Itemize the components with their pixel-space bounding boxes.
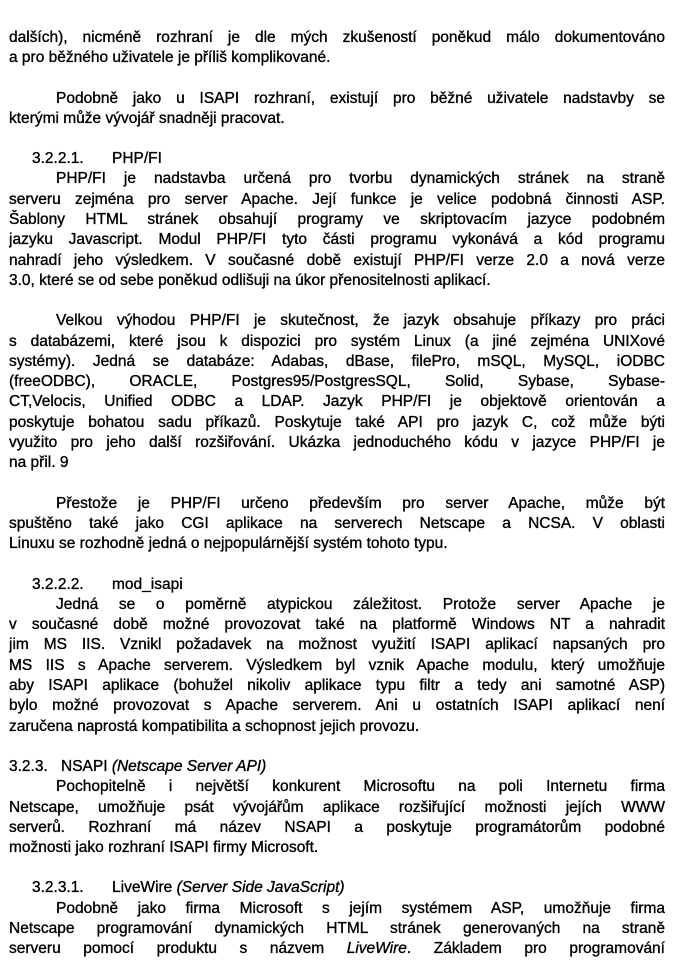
paragraph-line [9, 696, 665, 716]
text-run: Pochopitelně i největší konkurent Microsoftu na poli Internetu firma [56, 778, 665, 796]
text-run: nahradí jeho výsledkem. V současné době existují PHP/FI verze 2.0 a nová verze [9, 251, 665, 269]
paragraph-line [9, 372, 665, 392]
text-run: spuštěno také jako CGI aplikace na serverech Netscape a NCSA. V oblasti [9, 514, 665, 532]
paragraph [9, 28, 665, 69]
text-run: a pro běžného uživatele je příliš komplikované. [9, 49, 331, 67]
text-run: CT,Velocis, Unified ODBC a LDAP. Jazyk PHP/FI je objektově orientován a [9, 393, 665, 411]
text-run: PHP/FI [112, 150, 162, 168]
paragraph-line [9, 798, 665, 818]
text-run: Velkou výhodou PHP/FI je skutečnost, že jazyk obsahuje příkazy pro práci [56, 312, 665, 330]
paragraph [9, 899, 665, 960]
paragraph [9, 595, 665, 737]
paragraph [9, 777, 665, 858]
text-run: MS IIS s Apache serverem. Výsledkem byl vznik Apache modulu, který umožňuje [9, 656, 665, 674]
paragraph-line [9, 534, 665, 554]
paragraph-line [9, 48, 665, 68]
paragraph-line [9, 433, 665, 453]
text-run: poskytuje bohatou sadu příkazů. Poskytuje také API pro jazyk C, což může býti [9, 413, 665, 431]
paragraph-line [9, 818, 665, 838]
heading-number: 3.2.3. [9, 757, 48, 775]
text-run: Netscape programování dynamických HTML stránek generovaných na straně [9, 919, 665, 937]
paragraph-line [9, 89, 665, 109]
text-run: serveru zejména pro server Apache. Její funkce je velice podobná činnosti ASP. [9, 190, 665, 208]
text-run: serverů. Rozhraní má název NSAPI a poskytuje programátorům podobné [9, 818, 665, 836]
text-run: PHP/FI je nadstavba určená pro tvorbu dynamických stránek na straně [56, 170, 665, 188]
text-run: Jedná se o poměrně atypickou záležitost. Protože server Apache je [56, 595, 665, 613]
document-content [9, 28, 665, 977]
paragraph-line [9, 271, 665, 291]
paragraph-line [9, 230, 665, 250]
paragraph-line [9, 210, 665, 230]
paragraph-line [9, 453, 665, 473]
text-run: serveru pomocí produktu s názvem [9, 940, 347, 958]
text-run: Linuxu se rozhodně jedná o nejpopulárnější systém tohoto typu. [9, 535, 448, 553]
text-run: systémy). Jedná se databáze: Adabas, dBase, filePro, mSQL, MySQL, iODBC [9, 352, 665, 370]
paragraph-line [9, 413, 665, 433]
paragraph [9, 494, 665, 555]
text-run: v současné době možné provozovat také na platformě Windows NT a nahradit [9, 616, 665, 634]
text-run: 3.0, které se od sebe poněkud odlišuji na úkor přenositelnosti aplikací. [9, 271, 491, 289]
paragraph-line [9, 717, 665, 737]
paragraph-line [9, 919, 665, 939]
text-run: dalších), nicméně rozhraní je dle mých zkušeností poněkud málo dokumentováno [9, 29, 665, 46]
paragraph-line [9, 251, 665, 271]
text-run: Šablony HTML stránek obsahují programy ve skriptovacím jazyce podobném [9, 211, 665, 229]
section-heading [9, 149, 665, 169]
heading-title [61, 758, 266, 775]
text-run: na přil. 9 [9, 454, 69, 472]
paragraph-line [9, 190, 665, 210]
text-run: (freeODBC), ORACLE, Postgres95/PostgresSQL, Solid, Sybase, Sybase- [9, 373, 665, 391]
text-run: jim MS IIS. Vznikl požadavek na možnost využití ISAPI aplikací napsaných pro [9, 636, 665, 654]
paragraph-line [9, 28, 665, 48]
text-run: jazyku Javascript. Modul PHP/FI tyto části programu vykonává a kód programu [9, 231, 665, 249]
text-run: zaručena naprostá kompatibilita a schopnost jejich provozu. [9, 717, 420, 735]
section-heading [9, 757, 665, 777]
text-run: aby ISAPI aplikace (bohužel nikoliv aplikace typu filtr a tedy ani samotné ASP) [9, 677, 665, 695]
paragraph [9, 89, 665, 130]
heading-number: 3.2.3.1. [32, 879, 84, 897]
paragraph-line [9, 311, 665, 331]
paragraph-line [9, 939, 665, 959]
italic-text-run: LiveWire [346, 940, 407, 958]
paragraph-line [9, 676, 665, 696]
text-run: možnosti jako rozhraní ISAPI firmy Microsoft. [9, 839, 319, 857]
heading-number: 3.2.2.1. [32, 150, 84, 168]
paragraph [9, 311, 665, 473]
text-run: mod_isapi [112, 575, 183, 593]
text-run: NSAPI [61, 757, 112, 775]
paragraph-line [9, 838, 665, 858]
italic-text-run: (Server Side JavaScript) [176, 879, 345, 897]
paragraph-line [9, 514, 665, 534]
section-heading [9, 575, 665, 595]
text-run: s databázemi, které jsou k dispozici pro systém Linux (a jiné zejména UNIXové [9, 332, 665, 350]
heading-title [112, 150, 162, 167]
paragraph-line [9, 169, 665, 189]
paragraph-line [9, 595, 665, 615]
text-run: . Základem pro programování [406, 940, 665, 958]
heading-title [112, 576, 183, 593]
section-heading [9, 878, 665, 898]
text-run: Podobně jako firma Microsoft s jejím systémem ASP, umožňuje firma [56, 899, 665, 917]
text-run: využito pro jeho další rozšiřování. Ukázka jednoduchého kódu v jazyce PHP/FI je [9, 434, 665, 452]
paragraph [9, 169, 665, 291]
italic-text-run: (Netscape Server API) [111, 757, 267, 775]
paragraph-line [9, 899, 665, 919]
paragraph-line [9, 635, 665, 655]
paragraph-line [9, 494, 665, 514]
paragraph-line [9, 777, 665, 797]
text-run: bylo možné provozovat s Apache serverem. Ani u ostatních ISAPI aplikací není [9, 697, 665, 715]
heading-number: 3.2.2.2. [32, 575, 84, 593]
paragraph-line [9, 352, 665, 372]
heading-title [112, 879, 345, 896]
text-run: kterými může vývojář snadněji pracovat. [9, 109, 285, 127]
text-run: Podobně jako u ISAPI rozhraní, existují pro běžné uživatele nadstavby se [56, 89, 665, 107]
text-run: Přestože je PHP/FI určeno především pro server Apache, může být [56, 494, 665, 512]
paragraph-line [9, 109, 665, 129]
paragraph-line [9, 332, 665, 352]
text-run: Netscape, umožňuje psát vývojářům aplikace rozšiřující možnosti jejích WWW [9, 798, 665, 816]
paragraph-line [9, 615, 665, 635]
paragraph-line [9, 392, 665, 412]
text-run: LiveWire [112, 879, 177, 897]
paragraph-line [9, 656, 665, 676]
